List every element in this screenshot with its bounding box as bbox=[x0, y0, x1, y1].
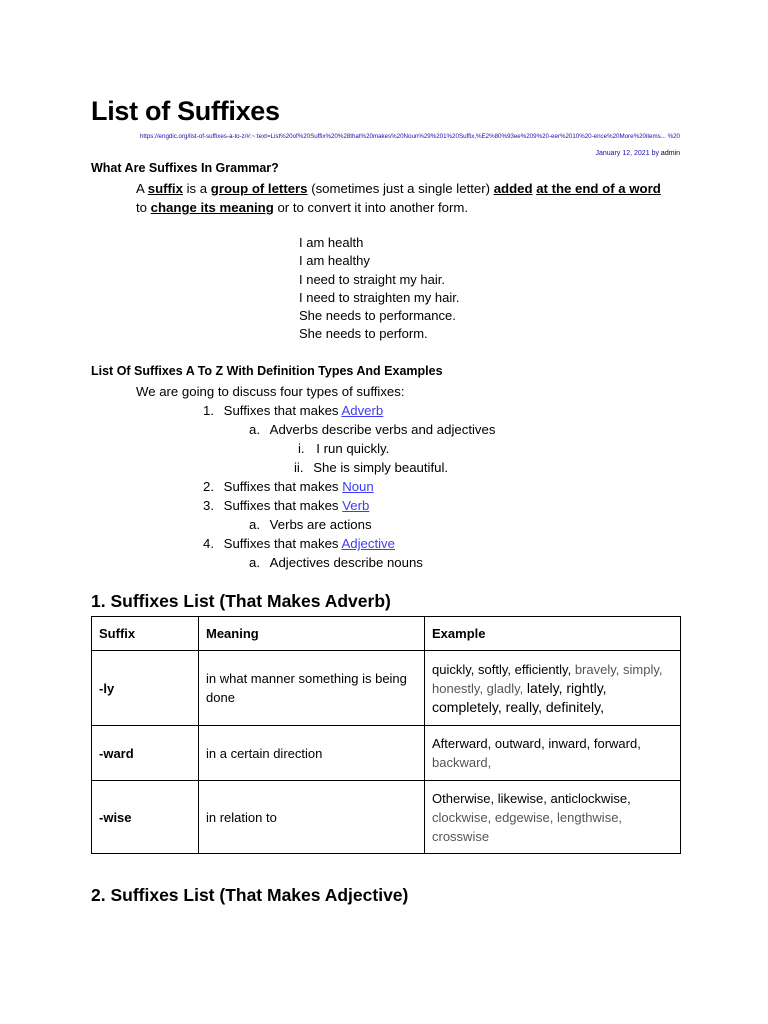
section1-heading: 1. Suffixes List (That Makes Adverb) bbox=[91, 591, 391, 611]
list-item-verb bbox=[203, 496, 369, 515]
list-item-noun bbox=[203, 477, 374, 496]
list-number: i. bbox=[298, 441, 305, 456]
section2-heading: 2. Suffixes List (That Makes Adjective) bbox=[91, 885, 409, 905]
cell-suffix: -ly bbox=[92, 651, 199, 726]
intro-heading: What Are Suffixes In Grammar? bbox=[91, 161, 279, 175]
text: A bbox=[136, 181, 145, 196]
example-text: Otherwise, likewise, anticlockwise, bbox=[432, 790, 631, 806]
sub-sub-item-i bbox=[298, 439, 389, 458]
list-number: 2. bbox=[203, 479, 214, 494]
source-url-link[interactable]: https://engdic.org/list-of-suffixes-a-to-z/#:~:text=List%20of%20Suffix%20%28that%20makes%20Noun%29%201%20Suffix,%E2%80%93ee%209%20-eer%2010%20-ence%20More%20items... %20 bbox=[139, 133, 680, 140]
text: to bbox=[136, 200, 147, 215]
author-name: admin bbox=[660, 150, 680, 157]
cell-example bbox=[425, 781, 681, 854]
list-item-adjective bbox=[203, 534, 395, 553]
list-number: 4. bbox=[203, 536, 214, 551]
cell-meaning: in a certain direction bbox=[199, 726, 425, 781]
example-sentences bbox=[299, 234, 459, 344]
text: is a bbox=[186, 181, 208, 196]
types-lead: We are going to discuss four types of suffixes: bbox=[136, 384, 405, 399]
noun-link[interactable]: Noun bbox=[342, 479, 374, 494]
term-change-meaning: change its meaning bbox=[150, 200, 274, 215]
verb-link[interactable]: Verb bbox=[342, 498, 370, 513]
cell-example bbox=[425, 651, 681, 726]
cell-example bbox=[425, 726, 681, 781]
types-heading: List Of Suffixes A To Z With Definition Types And Examples bbox=[91, 364, 443, 378]
list-text: Verbs are actions bbox=[269, 517, 372, 532]
table-row bbox=[92, 726, 681, 781]
list-number: 3. bbox=[203, 498, 214, 513]
example-line: She needs to perform. bbox=[299, 326, 428, 342]
cell-meaning: in what manner something is being done bbox=[199, 651, 425, 726]
list-text: Suffixes that makes bbox=[223, 479, 339, 494]
sub-sub-item-ii bbox=[294, 458, 448, 477]
cell-suffix: -ward bbox=[92, 726, 199, 781]
term-suffix: suffix bbox=[147, 181, 183, 196]
example-text: quickly, softly, efficiently, bbox=[432, 661, 572, 677]
example-line: I am healthy bbox=[299, 253, 370, 269]
header-suffix: Suffix bbox=[92, 617, 199, 651]
term-end-of-word: at the end of a word bbox=[536, 181, 661, 196]
list-number: 1. bbox=[203, 403, 214, 418]
example-line: I need to straight my hair. bbox=[299, 271, 445, 287]
intro-paragraph-line2 bbox=[136, 198, 468, 217]
cell-suffix: -wise bbox=[92, 781, 199, 854]
list-text: She is simply beautiful. bbox=[313, 460, 449, 475]
post-date bbox=[596, 150, 681, 157]
table-row bbox=[92, 651, 681, 726]
example-line: I am health bbox=[299, 235, 364, 250]
list-text: Suffixes that makes bbox=[223, 498, 339, 513]
example-text: backward, bbox=[432, 755, 492, 770]
adverb-link[interactable]: Adverb bbox=[341, 403, 384, 418]
example-text: lately, rightly, completely, really, definitely, bbox=[432, 679, 607, 715]
list-item-adverb bbox=[203, 401, 383, 420]
table-header-row bbox=[92, 617, 681, 651]
table-row bbox=[92, 781, 681, 854]
example-text: bravely, simply, honestly, gladly, bbox=[432, 661, 663, 696]
example-text: clockwise, edgewise, lengthwise, crosswise bbox=[432, 809, 623, 844]
term-group-of-letters: group of letters bbox=[210, 181, 308, 196]
date-by: by bbox=[651, 150, 659, 157]
text: (sometimes just a single letter) bbox=[311, 181, 491, 196]
adjective-link[interactable]: Adjective bbox=[341, 536, 395, 551]
term-added: added bbox=[493, 181, 533, 196]
header-example: Example bbox=[425, 617, 681, 651]
list-text: Adverbs describe verbs and adjectives bbox=[269, 422, 496, 437]
adverb-suffix-table bbox=[91, 616, 681, 854]
example-line: I need to straighten my hair. bbox=[299, 289, 460, 305]
example-line: She needs to performance. bbox=[299, 308, 456, 324]
sub-item-adverb-a bbox=[249, 420, 495, 439]
list-text: I run quickly. bbox=[316, 441, 390, 456]
list-number: a. bbox=[249, 517, 260, 532]
cell-meaning: in relation to bbox=[199, 781, 425, 854]
list-number: ii. bbox=[294, 460, 304, 475]
text: or to convert it into another form. bbox=[277, 200, 469, 215]
date-text: January 12, 2021 bbox=[595, 150, 650, 157]
list-number: a. bbox=[249, 555, 260, 570]
list-text: Suffixes that makes bbox=[223, 403, 339, 418]
page-title: List of Suffixes bbox=[91, 96, 280, 126]
list-number: a. bbox=[249, 422, 260, 437]
intro-paragraph-line1 bbox=[136, 179, 661, 198]
list-text: Suffixes that makes bbox=[223, 536, 339, 551]
sub-item-adjective-a bbox=[249, 553, 423, 572]
example-text: Afterward, outward, inward, forward, bbox=[432, 736, 641, 751]
list-text: Adjectives describe nouns bbox=[269, 555, 423, 570]
sub-item-verb-a bbox=[249, 515, 372, 534]
header-meaning: Meaning bbox=[199, 617, 425, 651]
